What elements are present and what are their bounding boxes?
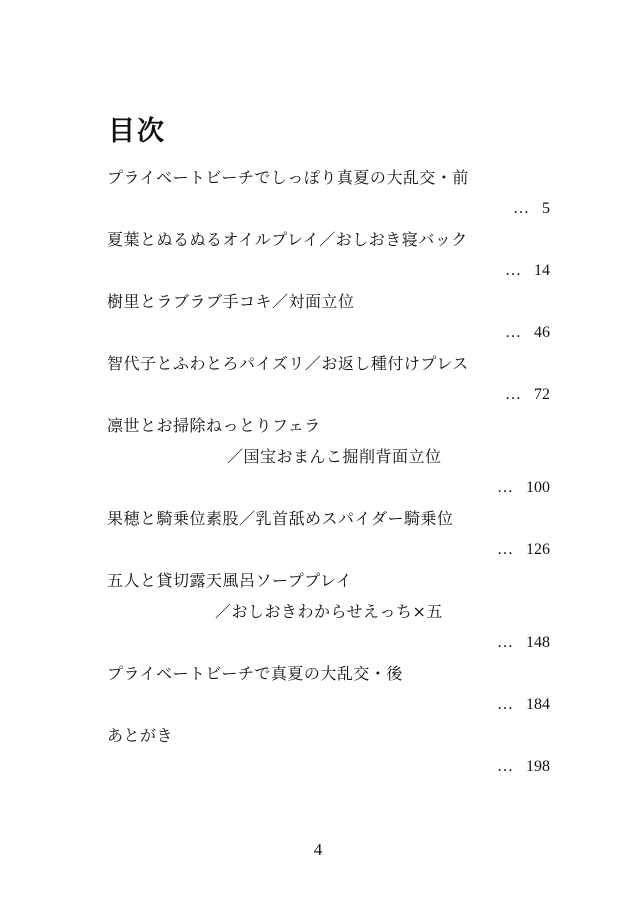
toc-entry-title: 樹里とラブラブ手コキ／対面立位	[107, 292, 355, 311]
toc-leader: …	[505, 262, 522, 279]
toc-entry[interactable]	[107, 720, 550, 782]
toc-entry-title: 智代子とふわとろパイズリ／お返し種付けプレス	[107, 354, 469, 373]
toc-leader: …	[497, 696, 514, 713]
toc-entry[interactable]	[107, 224, 550, 286]
toc-entry[interactable]	[107, 348, 550, 410]
toc-entry[interactable]	[107, 410, 550, 503]
page-number-footer: 4	[313, 840, 323, 859]
toc-page-number: 148	[526, 634, 550, 651]
toc-entry-page-line	[107, 255, 550, 286]
toc-entry[interactable]	[107, 503, 550, 565]
toc-entry-title: 五人と貸切露天風呂ソーププレイ	[107, 571, 353, 590]
toc-entry-title-continued: ／おしおきわからせえっち×五	[215, 602, 443, 621]
toc-entry-title: 果穂と騎乗位素股／乳首舐めスパイダー騎乗位	[107, 509, 454, 528]
toc-entry-page-line	[107, 689, 550, 720]
toc-page-number: 184	[526, 696, 550, 713]
toc-leader: …	[505, 386, 522, 403]
toc-entry-title: 凛世とお掃除ねっとりフェラ	[107, 416, 321, 435]
toc-entry-page-line	[107, 379, 550, 410]
toc-page-number: 126	[526, 541, 550, 558]
toc-entry-title-continued: ／国宝おまんこ掘削背面立位	[227, 447, 442, 466]
toc-leader: …	[505, 324, 522, 341]
toc-page-number: 72	[534, 386, 550, 403]
toc-entry[interactable]	[107, 565, 550, 658]
toc-list	[107, 162, 550, 782]
toc-leader: …	[497, 541, 514, 558]
toc-page-number: 46	[534, 324, 550, 341]
page-title: 目次	[108, 116, 166, 147]
toc-leader: …	[497, 758, 514, 775]
toc-page-number: 14	[534, 262, 550, 279]
toc-entry-page-line	[107, 472, 550, 503]
toc-leader: …	[497, 634, 514, 651]
toc-entry-title: 夏葉とぬるぬるオイルプレイ／おしおき寝バック	[107, 230, 468, 249]
toc-leader: …	[513, 200, 530, 217]
toc-entry[interactable]	[107, 658, 550, 720]
toc-page-number: 100	[526, 479, 550, 496]
toc-entry-page-line	[107, 751, 550, 782]
toc-page-number: 5	[542, 200, 550, 217]
toc-entry-page-line	[107, 193, 550, 224]
toc-page-number: 198	[526, 758, 550, 775]
toc-entry-page-line	[107, 317, 550, 348]
toc-entry-title: プライベートビーチでしっぽり真夏の大乱交・前	[107, 168, 469, 187]
toc-entry-page-line	[107, 534, 550, 565]
toc-entry-page-line	[107, 627, 550, 658]
toc-entry[interactable]	[107, 162, 550, 224]
toc-entry[interactable]	[107, 286, 550, 348]
toc-entry-title: プライベートビーチで真夏の大乱交・後	[107, 664, 403, 683]
toc-entry-title: あとがき	[107, 726, 174, 745]
toc-leader: …	[497, 479, 514, 496]
